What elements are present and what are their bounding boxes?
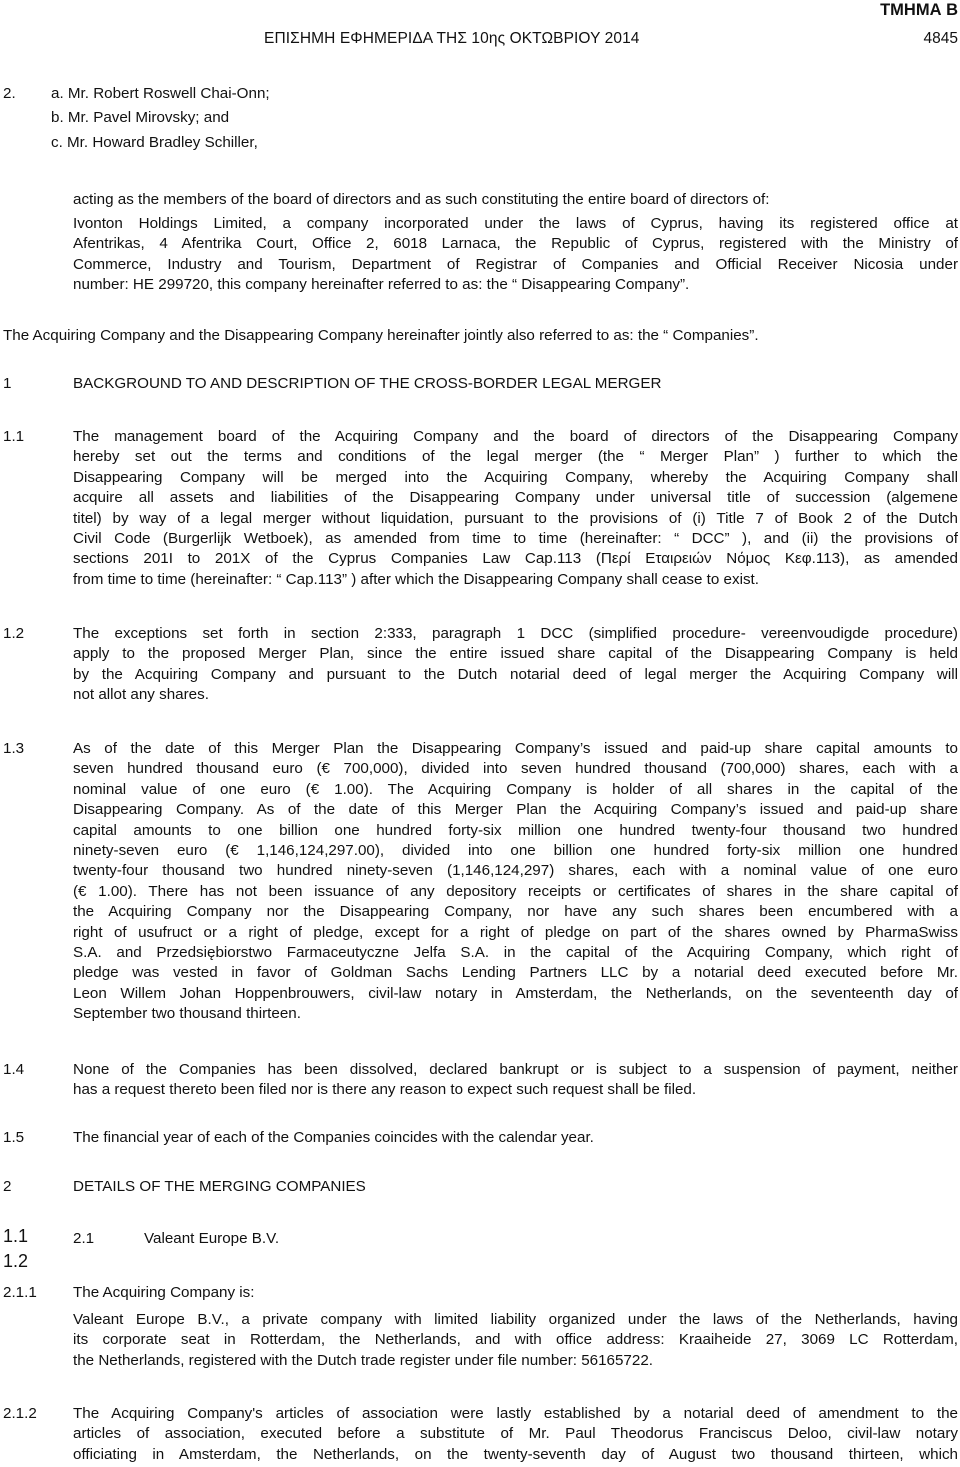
section-1-heading: BACKGROUND TO AND DESCRIPTION OF THE CROSS-BORDER LEGAL MERGER <box>73 375 662 392</box>
disappearing-company-description <box>73 214 958 296</box>
page-number: 4845 <box>923 30 958 47</box>
section-2-number: 2 <box>3 1178 12 1195</box>
margin-number-1-1: 1.1 <box>3 1226 29 1246</box>
paragraph-1-5: The financial year of each of the Companies coincides with the calendar year. <box>73 1129 594 1146</box>
text-line: capital amounts to one billion one hundred forty-six million one hundred twenty-four thousand two hundred <box>73 821 958 839</box>
text-line: seven hundred thousand euro (€ 700,000), divided into seven hundred thousand (700,000) shares, each with a <box>73 760 958 778</box>
text-line: ninety-seven euro (€ 1,146,124,297.00), divided into one billion one hundred forty-six million one hundred <box>73 842 958 860</box>
text-line: from time to time (hereinafter: “ Cap.113” ) after which the Disappearing Company shall cease to exist. <box>73 570 759 588</box>
text-line: hereby set out the terms and conditions of the legal merger (the “ Merger Plan” ) further to which the <box>73 448 958 466</box>
text-line: by the Acquiring Company and pursuant to the Dutch notarial deed of legal merger the Acquiring Company will <box>73 665 958 683</box>
text-line: the Acquiring Company nor the Disappearing Company, nor have any such shares been encumbered with a <box>73 903 958 921</box>
text-line: September two thousand thirteen. <box>73 1005 301 1023</box>
text-line: Disappearing Company. As of the date of this Merger Plan the Acquiring Company’s issued and paid-up share <box>73 801 958 819</box>
text-line: pledge was vested in favor of Goldman Sachs Lending Partners LLC by a notarial deed executed before Mr. <box>73 964 958 982</box>
paragraph-1-3 <box>73 739 958 1025</box>
text-line: titel) by way of a legal merger without liquidation, pursuant to the provisions of (i) Title 7 of Book 2 of the Dutch <box>73 509 958 527</box>
margin-number-1-2: 1.2 <box>3 1251 29 1271</box>
paragraph-1-2 <box>73 624 958 706</box>
acquiring-company-intro: The Acquiring Company is: <box>73 1284 255 1301</box>
paragraph-1-4 <box>73 1060 958 1101</box>
text-line: Leon Willem Johan Hoppenbrouwers, civil-law notary in Amsterdam, the Netherlands, on the seventeenth day of <box>73 984 958 1002</box>
paragraph-1-1 <box>73 427 958 590</box>
text-line: As of the date of this Merger Plan the Disappearing Company’s issued and paid-up share capital amounts to <box>73 740 958 757</box>
subsection-number: 2.1 <box>73 1230 95 1247</box>
paragraph-number: 1.2 <box>3 625 25 642</box>
acting-statement: acting as the members of the board of directors and as such constituting the entire board of directors of: <box>73 191 770 208</box>
text-line: has a request thereto been filed nor is there any reason to expect such request shall be filed. <box>73 1081 697 1099</box>
text-line: not allot any shares. <box>73 686 209 704</box>
director-c: c. Mr. Howard Bradley Schiller, <box>51 134 258 151</box>
subsection-title: Valeant Europe B.V. <box>144 1230 280 1247</box>
text-line: right of usufruct or a right of pledge, except for a right of pledge on part of the shares owned by PharmaSwiss <box>73 923 958 941</box>
director-b: b. Mr. Pavel Mirovsky; and <box>51 109 230 126</box>
gazette-section-label: ΤΜΗΜΑ Β <box>880 1 958 19</box>
text-line: Valeant Europe B.V., a private company with limited liability organized under the laws of the Netherlands, having <box>73 1311 958 1328</box>
companies-definition: The Acquiring Company and the Disappearing Company hereinafter jointly also referred to as: the “ Companies”. <box>3 327 759 344</box>
text-line: The Acquiring Company's articles of association were lastly established by a notarial deed of amendment to the <box>73 1405 958 1422</box>
paragraph-number: 2.1.2 <box>3 1405 37 1422</box>
text-line: The exceptions set forth in section 2:333, paragraph 1 DCC (simplified procedure- vereenvoudigde procedure) <box>73 625 958 642</box>
text-line: S.A. and Przedsiębiorstwo Farmaceutyczne Jelfa S.A. in the capital of the Acquiring Company, which right of <box>73 944 958 962</box>
section-2-heading: DETAILS OF THE MERGING COMPANIES <box>73 1178 366 1195</box>
text-line: number: HE 299720, this company hereinafter referred to as: the “ Disappearing Company”. <box>73 276 690 294</box>
item-number-2: 2. <box>3 85 16 102</box>
text-line: apply to the proposed Merger Plan, since the entire issued share capital of the Disappearing Company is held <box>73 645 958 663</box>
text-line: nominal value of one euro (€ 1.00). The Acquiring Company is holder of all shares in the capital of the <box>73 780 958 798</box>
text-line: The management board of the Acquiring Company and the board of directors of the Disappearing Company <box>73 428 958 445</box>
text-line: sections 201I to 201X of the Cyprus Companies Law Cap.113 (Περί Εταιρειών Νόμος Κεφ.113), as amended <box>73 550 958 568</box>
text-line: (€ 1.00). There has not been issuance of any depository receipts or certificates of shares in the share capital of <box>73 882 958 900</box>
paragraph-number: 2.1.1 <box>3 1284 37 1301</box>
section-1-number: 1 <box>3 375 12 392</box>
text-line: officiating in Amsterdam, the Netherlands, on the twenty-seventh day of August two thousand thirteen, which <box>73 1445 958 1463</box>
paragraph-number: 1.3 <box>3 740 25 757</box>
paragraph-number: 1.4 <box>3 1061 25 1078</box>
paragraph-number: 1.5 <box>3 1129 25 1146</box>
text-line: acquire all assets and liabilities of the Disappearing Company under universal title of succession (algemene <box>73 489 958 507</box>
gazette-title: ΕΠΙΣΗΜΗ ΕΦΗΜΕΡΙΔΑ ΤΗΣ 10ης ΟΚΤΩΒΡΙΟΥ 2014 <box>264 30 640 47</box>
text-line: Ivonton Holdings Limited, a company incorporated under the laws of Cyprus, having its registered office at <box>73 215 958 232</box>
text-line: Disappearing Company will be merged into the Acquiring Company, whereby the Acquiring Company shall <box>73 468 958 486</box>
text-line: articles of association, executed before a substitute of Mr. Paul Theodorus Franciscus Deloo, civil-law notary <box>73 1425 958 1443</box>
text-line: Afentrikas, 4 Afentrika Court, Office 2, 6018 Larnaca, the Republic of Cyprus, registered with the Ministry of <box>73 235 958 253</box>
text-line: Commerce, Industry and Tourism, Department of Registrar of Companies and Official Receiver Nicosia under <box>73 255 958 273</box>
paragraph-number: 1.1 <box>3 428 25 445</box>
acquiring-company-description <box>73 1310 958 1371</box>
text-line: Civil Code (Burgerlijk Wetboek), as amended from time to time (hereinafter: “ DCC” ), and (ii) the provisions of <box>73 530 958 548</box>
text-line: None of the Companies has been dissolved, declared bankrupt or is subject to a suspension of payment, neither <box>73 1061 958 1078</box>
text-line: its corporate seat in Rotterdam, the Netherlands, and with office address: Kraaiheide 27, 3069 LC Rotterdam, <box>73 1331 958 1349</box>
text-line: the Netherlands, registered with the Dutch trade register under file number: 56165722. <box>73 1351 653 1369</box>
director-a: a. Mr. Robert Roswell Chai-Onn; <box>51 85 270 102</box>
text-line: twenty-four thousand two hundred ninety-seven (1,146,124,297) shares, each with a nominal value of one euro <box>73 862 958 880</box>
paragraph-2-1-2 <box>73 1404 958 1465</box>
